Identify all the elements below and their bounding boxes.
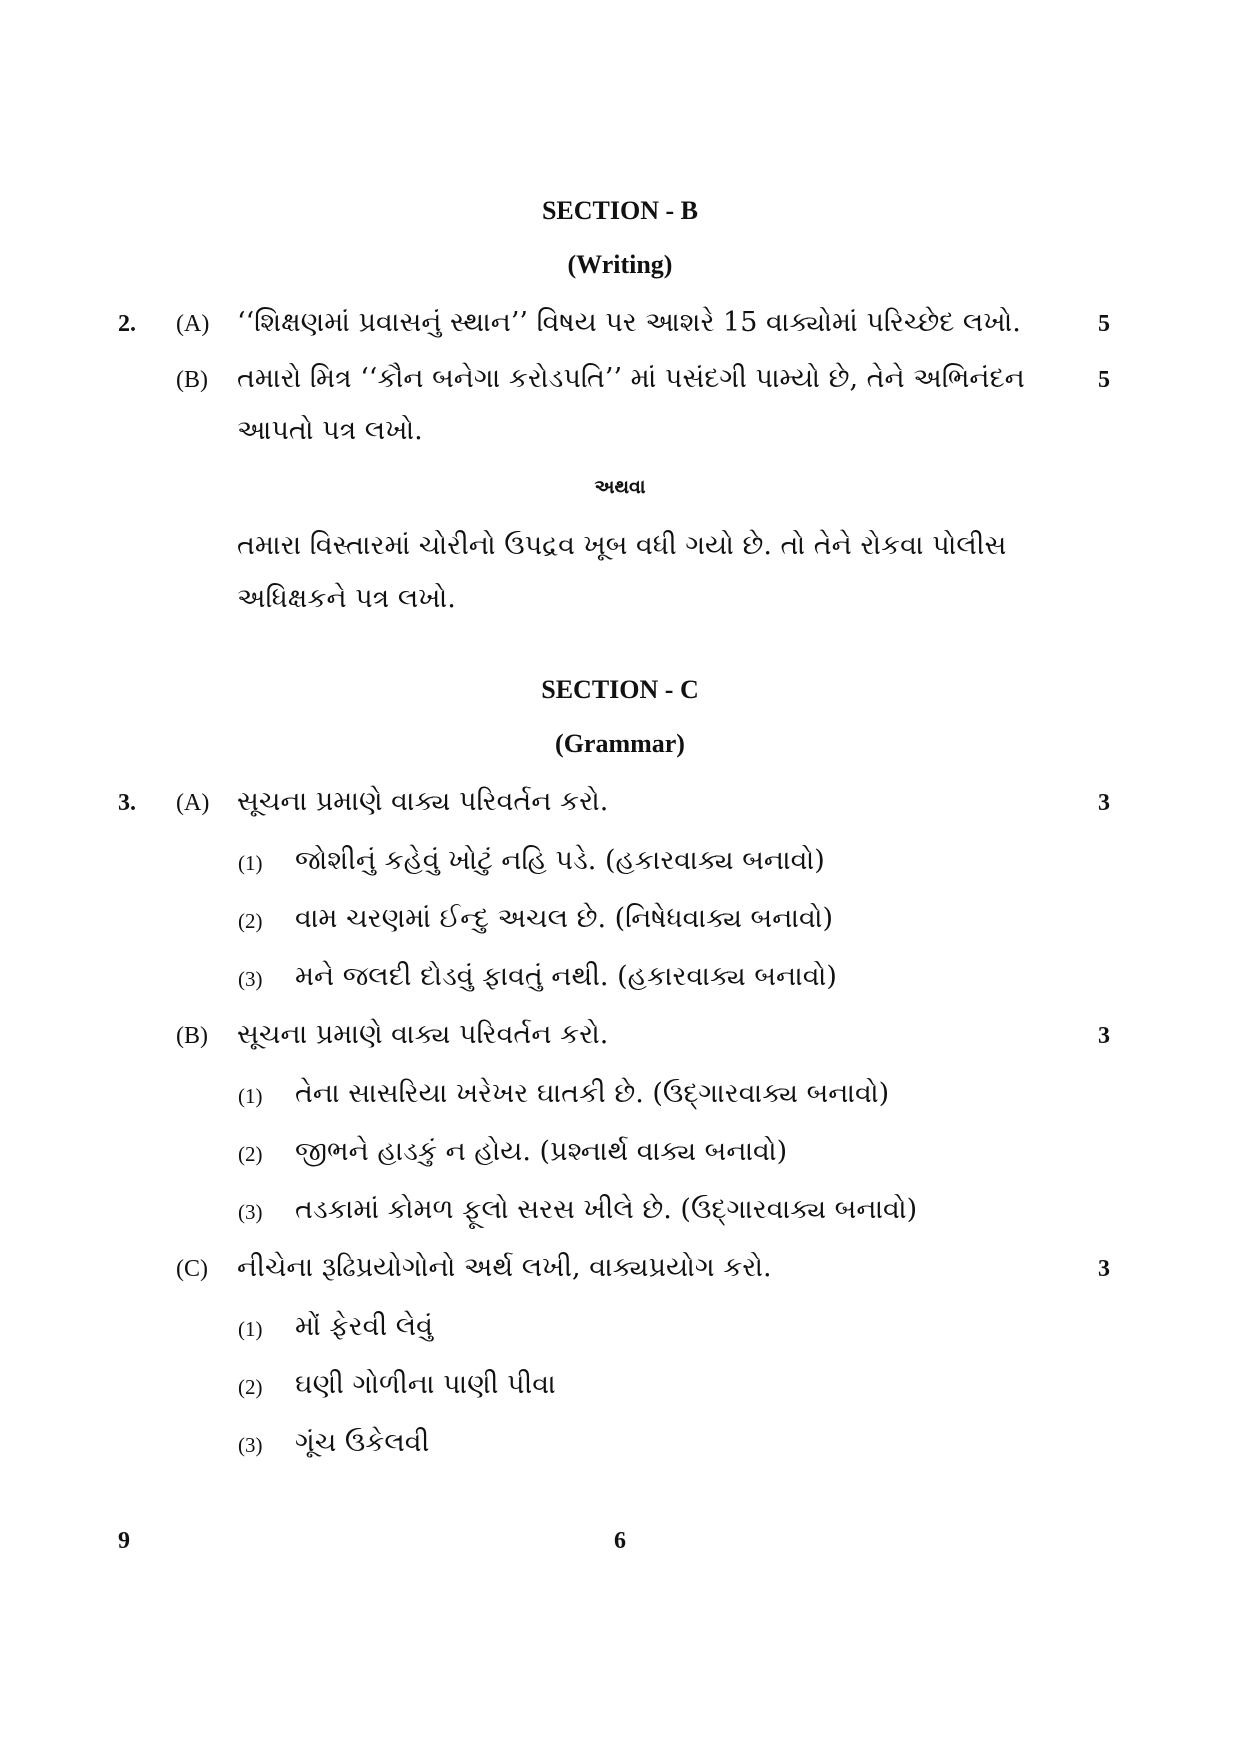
item-text: વામ ચરણમાં ઈન્દુ અચલ છે. (નિષેધવાક્ય બનાવો)	[295, 903, 834, 934]
item-number: (1)	[238, 1317, 263, 1341]
item-number: (2)	[238, 1375, 263, 1399]
part-text: સૂચના પ્રમાણે વાક્ય પરિવર્તન કરો.	[237, 786, 609, 817]
footer-code: 9	[118, 1528, 130, 1554]
item-number: (1)	[238, 1084, 263, 1108]
marks: 3	[1098, 790, 1110, 816]
marks: 3	[1098, 1023, 1110, 1049]
part-text: નીચેના રૂઢિપ્રયોગોનો અર્થ લખી, વાક્યપ્રયોગ કરો.	[237, 1252, 772, 1283]
item-text: ઘણી ગોળીના પાણી પીવા	[295, 1369, 556, 1400]
part-label: (A)	[176, 790, 210, 816]
section-b-subtitle: (Writing)	[567, 250, 673, 279]
item-text: તેના સાસરિયા ખરેખર ઘાતકી છે. (ઉદ્‌ગારવાક્ય બનાવો)	[295, 1078, 890, 1109]
item-number: (2)	[238, 909, 263, 933]
part-label: (C)	[176, 1256, 208, 1282]
item-number: (1)	[238, 851, 263, 875]
alternative-text: તમારા વિસ્તારમાં ચોરીનો ઉપદ્રવ ખૂબ વધી ગયો છે. તો તેને રોકવા પોલીસ	[237, 530, 1007, 561]
section-b-title: SECTION - B	[541, 196, 699, 225]
part-label: (A)	[176, 311, 210, 337]
item-text: જીભને હાડકું ન હોય. (પ્રશ્નાર્થ વાક્ય બનાવો)	[295, 1136, 788, 1167]
item-number: (3)	[238, 967, 263, 991]
or-label: અથવા	[594, 476, 646, 498]
part-text-continued: આપતો પત્ર લખો.	[237, 415, 423, 446]
item-text: મને જલદી દોડવું ફાવતું નથી. (હકારવાક્ય બનાવો)	[295, 961, 837, 992]
section-c-title: SECTION - C	[541, 675, 699, 704]
item-number: (3)	[238, 1433, 263, 1457]
part-label: (B)	[176, 367, 208, 393]
question-number: 3.	[118, 790, 136, 816]
part-label: (B)	[176, 1023, 208, 1049]
part-text: તમારો મિત્ર ‘‘કૌન બનેગા કરોડપતિ’’ માં પસંદગી પામ્યો છે, તેને અભિનંદન	[237, 363, 1025, 394]
item-text: તડકામાં કોમળ ફૂલો સરસ ખીલે છે. (ઉદ્‌ગારવાક્ય બનાવો)	[295, 1194, 918, 1225]
marks: 5	[1098, 367, 1110, 393]
page-number: 6	[614, 1528, 626, 1554]
item-number: (3)	[238, 1200, 263, 1224]
item-text: ગૂંચ ઉકેલવી	[295, 1427, 430, 1458]
alternative-text-continued: અધિક્ષકને પત્ર લખો.	[237, 583, 456, 614]
marks: 3	[1098, 1256, 1110, 1282]
item-text: જોશીનું કહેવું ખોટું નહિ પડે. (હકારવાક્ય બનાવો)	[295, 845, 825, 876]
question-number: 2.	[118, 311, 136, 337]
item-text: મોં ફેરવી લેવું	[295, 1311, 433, 1342]
marks: 5	[1098, 311, 1110, 337]
part-text: ‘‘શિક્ષણમાં પ્રવાસનું સ્થાન’’ વિષય પર આશરે 15 વાક્યોમાં પરિચ્છેદ લખો.	[237, 307, 1021, 338]
item-number: (2)	[238, 1142, 263, 1166]
section-c-subtitle: (Grammar)	[555, 729, 685, 758]
part-text: સૂચના પ્રમાણે વાક્ય પરિવર્તન કરો.	[237, 1019, 609, 1050]
